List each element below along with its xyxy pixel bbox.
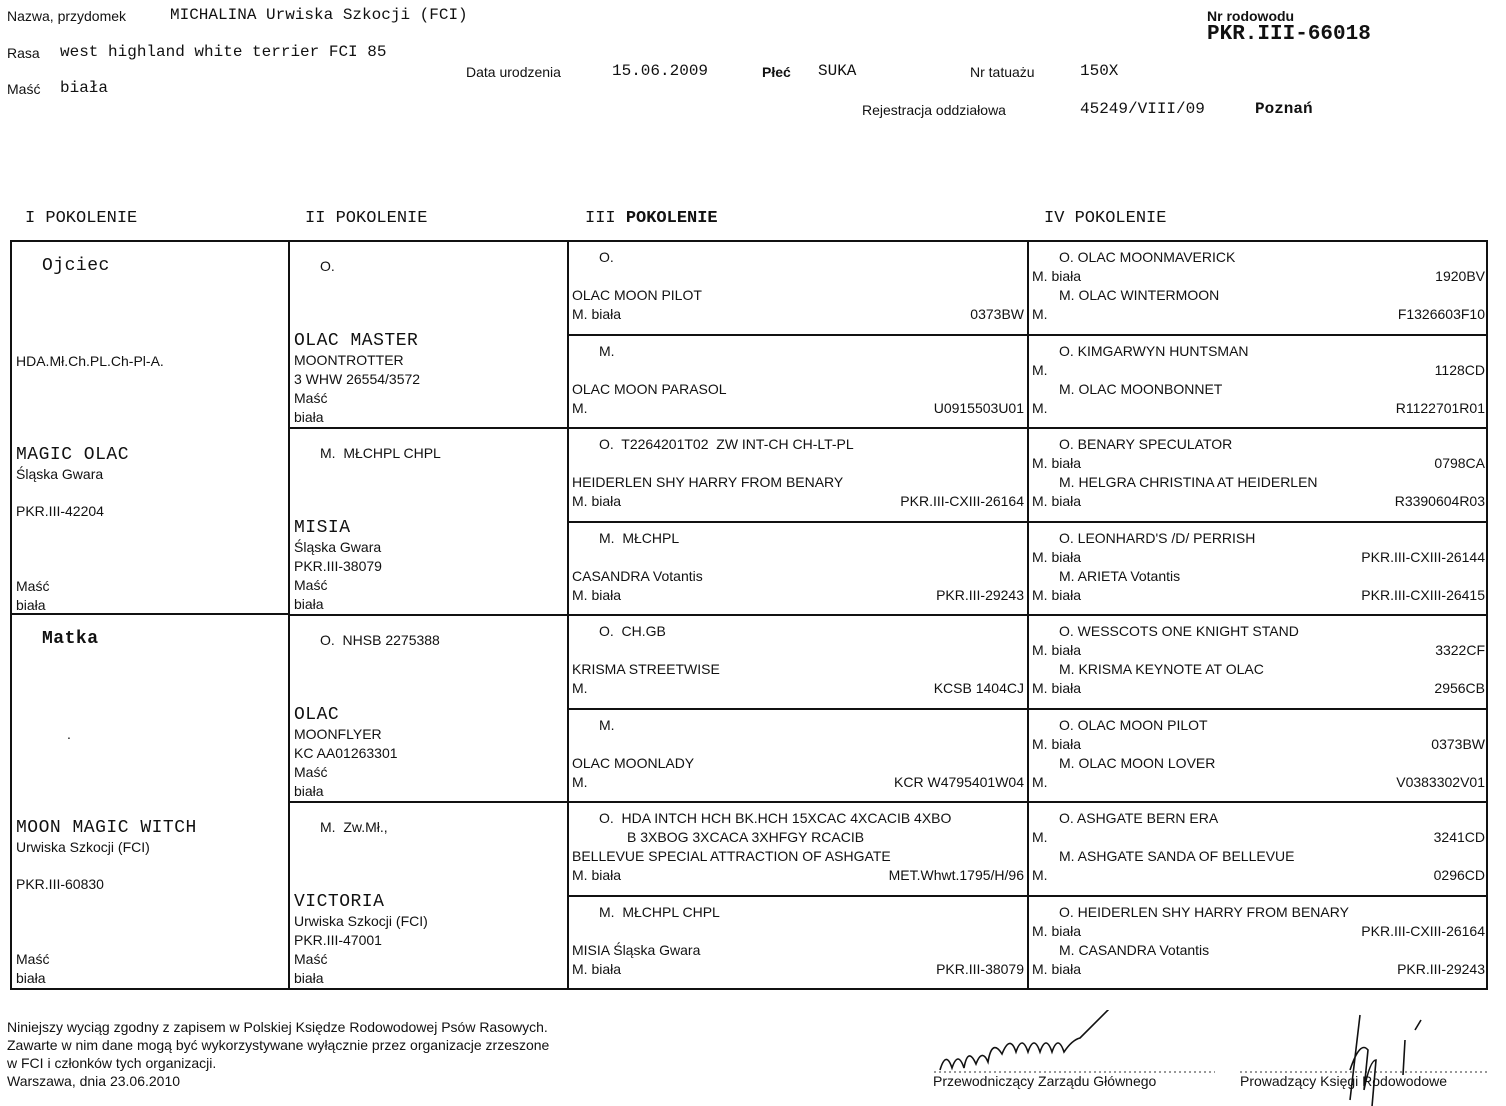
gen4-cell: [1029, 336, 1488, 430]
parent-title: O. NHSB 2275388: [320, 632, 440, 648]
gen3-cell: [569, 616, 1029, 710]
ancestor-name: OLAC MOON PILOT: [572, 287, 702, 303]
gen4-cell: [1029, 616, 1488, 710]
granddam-colour: M. biała: [1032, 493, 1082, 509]
ancestor-line: biała: [294, 970, 324, 986]
granddam-name: M. HELGRA CHRISTINA AT HEIDERLEN: [1059, 474, 1318, 490]
ancestor-line: biała: [294, 596, 324, 612]
granddam-name: M. OLAC WINTERMOON: [1059, 287, 1220, 303]
granddam-reg: F1326603F10: [1397, 306, 1485, 322]
ancestor-line: Śląska Gwara: [294, 539, 382, 555]
gen3-cell: [569, 523, 1029, 617]
parent-title: M. MŁCHPL CHPL: [599, 903, 720, 920]
ancestor-colour: M.: [572, 399, 588, 416]
ancestor-name: MISIA: [294, 518, 351, 538]
grandsire-name: O. ASHGATE BERN ERA: [1059, 810, 1219, 826]
signature-1-label: Przewodniczący Zarządu Głównego: [933, 1073, 1157, 1089]
generation-3-word: POKOLENIE: [625, 209, 718, 228]
grandsire-colour: M. biała: [1032, 642, 1082, 658]
ancestor-colour: M. biała: [572, 586, 622, 603]
ancestor-line: PKR.III-60830: [16, 876, 104, 892]
ancestor-name: HEIDERLEN SHY HARRY FROM BENARY: [572, 474, 844, 490]
grandsire-colour: M. biała: [1032, 735, 1082, 752]
ancestor-line: MOONTROTTER: [294, 352, 404, 368]
generation-3-prefix: III: [585, 209, 616, 228]
gen2-cell: [290, 429, 569, 616]
granddam-colour: M.: [1032, 306, 1048, 322]
ancestor-line: HDA.Mł.Ch.PL.Ch-Pl-A.: [16, 353, 164, 369]
ancestor-line: KC AA01263301: [294, 745, 398, 761]
ancestor-reg: PKR.III-CXIII-26164: [900, 493, 1024, 509]
ancestor-name: OLAC: [294, 705, 340, 725]
granddam-name: M. OLAC MOON LOVER: [1059, 754, 1216, 771]
footer-line-4: Warszawa, dnia 23.06.2010: [7, 1073, 181, 1089]
grandsire-reg: 3322CF: [1435, 642, 1485, 658]
grandsire-name: O. BENARY SPECULATOR: [1059, 436, 1233, 452]
granddam-colour: M.: [1032, 773, 1048, 790]
granddam-colour: M. biała: [1032, 586, 1082, 603]
gen4-cell: [1029, 897, 1488, 989]
granddam-reg: 2956CB: [1434, 680, 1485, 696]
ancestor-line: Maść: [294, 764, 328, 780]
ancestor-reg: PKR.III-38079: [936, 960, 1024, 977]
signature-2-mark: [1350, 1015, 1421, 1106]
ancestor-line: Urwiska Szkocji (FCI): [16, 839, 150, 855]
grandsire-colour: M. biała: [1032, 455, 1082, 471]
granddam-name: M. ARIETA Votantis: [1059, 567, 1181, 584]
tattoo-value: 150X: [1080, 62, 1119, 80]
ancestor-line: Maść: [294, 390, 328, 406]
sire-cell: [12, 242, 290, 615]
gen4-cell: [1029, 803, 1488, 897]
generation-4-header: IV POKOLENIE: [1044, 209, 1167, 228]
grandsire-reg: 1128CD: [1434, 361, 1485, 378]
ancestor-line: PKR.III-38079: [294, 558, 382, 574]
dam-cell: [12, 615, 290, 988]
ancestor-name: MISIA Śląska Gwara: [572, 941, 701, 958]
ancestor-colour: M. biała: [572, 306, 622, 322]
grandsire-colour: M. biała: [1032, 548, 1082, 565]
ancestor-reg: 0373BW: [970, 306, 1024, 322]
gen3-cell: [569, 242, 1029, 336]
granddam-colour: M.: [1032, 867, 1048, 883]
breed-label: Rasa: [7, 45, 40, 61]
ancestor-line: PKR.III-47001: [294, 932, 382, 948]
gen3-cell: [569, 429, 1029, 523]
parent-title: O. HDA INTCH HCH BK.HCH 15XCAC 4XCACIB 4XBO: [599, 810, 952, 826]
ancestor-reg: KCR W4795401W04: [894, 773, 1024, 790]
grandsire-name: O. WESSCOTS ONE KNIGHT STAND: [1059, 623, 1299, 639]
grandsire-reg: PKR.III-CXIII-26164: [1361, 922, 1485, 939]
grandsire-name: O. KIMGARWYN HUNTSMAN: [1059, 342, 1249, 359]
granddam-reg: PKR.III-29243: [1397, 960, 1485, 977]
parent-title: M.: [599, 716, 615, 733]
ancestor-name: OLAC MOONLADY: [572, 754, 695, 771]
grandsire-colour: M. biała: [1032, 922, 1082, 939]
signatures: [930, 1010, 1500, 1106]
granddam-reg: 0296CD: [1433, 867, 1485, 883]
ancestor-reg: KCSB 1404CJ: [933, 680, 1024, 696]
parent-title: O.: [320, 258, 335, 274]
ancestor-line: biała: [16, 970, 46, 986]
granddam-reg: R1122701R01: [1395, 399, 1485, 416]
colour-label: Maść: [7, 81, 41, 97]
ancestor-line: Maść: [16, 951, 50, 967]
parent-title: M.: [599, 342, 615, 359]
pedigree-label: Nr rodowodu: [1207, 8, 1295, 24]
parent-title: O. CH.GB: [599, 623, 666, 639]
footer-line-1: Niniejszy wyciąg zgodny z zapisem w Polskiej Księdze Rodowodowej Psów Rasowych.: [7, 1019, 548, 1035]
generation-3-header: [585, 210, 718, 228]
ancestor-line: biała: [16, 597, 46, 613]
grandsire-name: O. OLAC MOONMAVERICK: [1059, 249, 1236, 265]
gen3-cell: [569, 803, 1029, 897]
granddam-colour: M. biała: [1032, 680, 1082, 696]
ancestor-line: Urwiska Szkocji (FCI): [294, 913, 428, 929]
name-value: MICHALINA Urwiska Szkocji (FCI): [170, 6, 468, 24]
signature-2-label: Prowadzący Księgi Rodowodowe: [1240, 1073, 1447, 1089]
granddam-colour: M. biała: [1032, 960, 1082, 977]
ancestor-colour: M. biała: [572, 493, 622, 509]
ancestor-reg: PKR.III-29243: [936, 586, 1024, 603]
grandsire-name: O. OLAC MOON PILOT: [1059, 716, 1208, 733]
pedigree-number: PKR.III-66018: [1207, 23, 1371, 46]
ancestor-reg: MET.Whwt.1795/H/96: [888, 867, 1024, 883]
signature-1-mark: [940, 1010, 1110, 1070]
granddam-name: M. KRISMA KEYNOTE AT OLAC: [1059, 661, 1264, 677]
grandsire-colour: M.: [1032, 361, 1048, 378]
gen3-cell: [569, 897, 1029, 989]
grandsire-colour: M. biała: [1032, 268, 1082, 284]
grandsire-reg: 0798CA: [1434, 455, 1485, 471]
grandsire-reg: PKR.III-CXIII-26144: [1361, 548, 1485, 565]
ancestor-line: Maść: [294, 577, 328, 593]
birth-label: Data urodzenia: [466, 64, 561, 80]
parent-title: O. T2264201T02 ZW INT-CH CH-LT-PL: [599, 436, 854, 452]
parent-title: M. MŁCHPL CHPL: [320, 445, 441, 461]
breed-value: west highland white terrier FCI 85: [60, 43, 387, 61]
granddam-name: M. CASANDRA Votantis: [1059, 941, 1210, 958]
parent-title: M. MŁCHPL: [599, 529, 680, 546]
gen4-cell: [1029, 429, 1488, 523]
gen4-cell: [1029, 523, 1488, 617]
grandsire-reg: 3241CD: [1433, 829, 1485, 845]
colour-value: biała: [60, 79, 109, 97]
generation-2-header: II POKOLENIE: [305, 209, 428, 228]
granddam-name: M. ASHGATE SANDA OF BELLEVUE: [1059, 848, 1295, 864]
grandsire-reg: 0373BW: [1431, 735, 1485, 752]
granddam-reg: PKR.III-CXIII-26415: [1361, 586, 1485, 603]
ancestor-name: VICTORIA: [294, 892, 385, 912]
ancestor-colour: M. biała: [572, 960, 622, 977]
gen3-cell: [569, 710, 1029, 804]
ancestor-line: 3 WHW 26554/3572: [294, 371, 421, 387]
reg-value: 45249/VIII/09: [1080, 100, 1205, 118]
ancestor-name: KRISMA STREETWISE: [572, 661, 720, 677]
gen2-cell: [290, 242, 569, 429]
granddam-name: M. OLAC MOONBONNET: [1059, 380, 1223, 397]
footer-line-3: w FCI i członków tych organizacji.: [7, 1055, 217, 1071]
gen4-cell: [1029, 710, 1488, 804]
ancestor-reg: U0915503U01: [933, 399, 1024, 416]
footer-line-2: Zawarte w nim dane mogą być wykorzystywane wyłącznie przez organizacje zrzeszone: [7, 1037, 550, 1053]
generation-1-header: I POKOLENIE: [25, 209, 138, 228]
gen2-cell: [290, 616, 569, 803]
birth-value: 15.06.2009: [612, 62, 709, 80]
ancestor-line: .: [67, 726, 71, 742]
reg-city: Poznań: [1255, 100, 1313, 118]
gen2-cell: [290, 803, 569, 988]
ancestor-line: MOON MAGIC WITCH: [16, 818, 197, 838]
ancestor-name: OLAC MASTER: [294, 331, 419, 351]
granddam-reg: R3390604R03: [1394, 493, 1485, 509]
granddam-colour: M.: [1032, 399, 1048, 416]
sex-label: Płeć: [762, 64, 791, 80]
ancestor-line: Maść: [294, 951, 328, 967]
ancestor-line: biała: [294, 409, 324, 425]
sex-value: SUKA: [818, 62, 857, 80]
grandsire-name: O. HEIDERLEN SHY HARRY FROM BENARY: [1059, 903, 1349, 920]
grandsire-reg: 1920BV: [1435, 268, 1485, 284]
dam-label: Matka: [42, 629, 99, 649]
ancestor-line: MAGIC OLAC: [16, 445, 130, 465]
granddam-reg: V0383302V01: [1396, 773, 1485, 790]
parent-title-continued: B 3XBOG 3XCACA 3XHFGY RCACIB: [627, 829, 865, 845]
ancestor-name: BELLEVUE SPECIAL ATTRACTION OF ASHGATE: [572, 848, 891, 864]
gen3-cell: [569, 336, 1029, 430]
ancestor-line: Maść: [16, 578, 50, 594]
gen4-cell: [1029, 242, 1488, 336]
ancestor-line: PKR.III-42204: [16, 503, 104, 519]
tattoo-label: Nr tatuażu: [970, 64, 1035, 80]
ancestor-name: CASANDRA Votantis: [572, 567, 703, 584]
ancestor-colour: M.: [572, 680, 588, 696]
parent-title: M. Zw.Mł.,: [320, 819, 388, 835]
parent-title: O.: [599, 249, 614, 265]
pedigree-table: [10, 240, 1488, 990]
ancestor-line: Śląska Gwara: [16, 466, 104, 482]
name-label: Nazwa, przydomek: [7, 8, 127, 24]
sire-label: Ojciec: [42, 256, 110, 276]
ancestor-line: biała: [294, 783, 324, 799]
grandsire-name: O. LEONHARD'S /D/ PERRISH: [1059, 529, 1256, 546]
ancestor-line: MOONFLYER: [294, 726, 382, 742]
ancestor-name: OLAC MOON PARASOL: [572, 380, 727, 397]
ancestor-colour: M.: [572, 773, 588, 790]
ancestor-colour: M. biała: [572, 867, 622, 883]
reg-label: Rejestracja oddziałowa: [862, 102, 1006, 118]
grandsire-colour: M.: [1032, 829, 1048, 845]
